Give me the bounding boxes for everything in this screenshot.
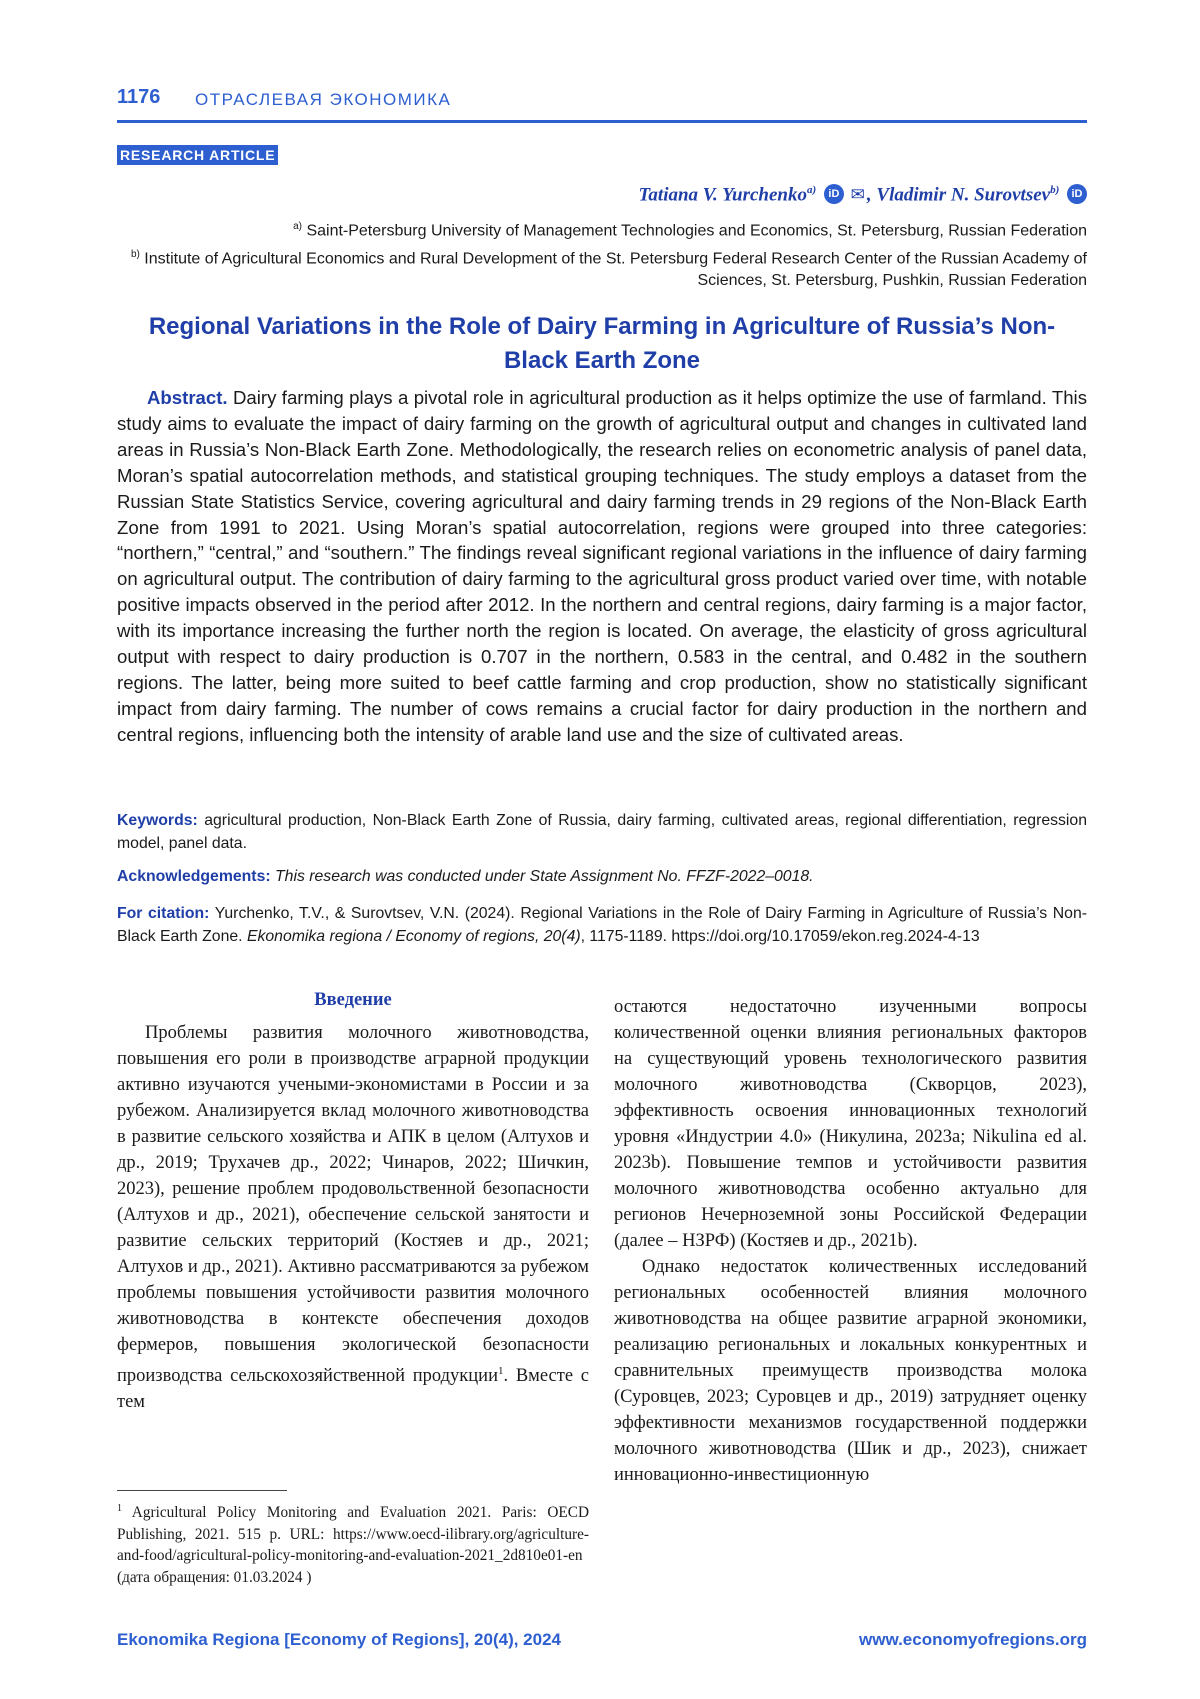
article-type-badge: RESEARCH ARTICLE <box>117 145 278 165</box>
citation-text: Yurchenko, T.V., & Surovtsev, V.N. (2024). Regional Variations in the Role of Dairy Farming in Agriculture of Russia’s Non-Black Earth Zone. <box>117 905 1087 945</box>
footnote-marker: 1 <box>117 1503 122 1514</box>
paragraph: Однако недостаток количественных исследований региональных особенностей влияния молочного животноводства на общее развитие аграрной экономики, реализацию региональных и локальных конкурентных и сравнительных преимуществ производства молока (Суровцев, 2023; Суровцев и др., 2019) затрудняет оценку эффективности механизмов государственной поддержки молочного животноводства (Шик и др., 2023), снижает инновационно-инвестиционную <box>614 1257 1087 1485</box>
acknowledgements <box>117 866 1087 889</box>
footnote-text: Agricultural Policy Monitoring and Evaluation 2021. Paris: OECD Publishing, 2021. 515 p. URL: https://www.oecd-ilibrary.org/agriculture-and-food/agricultural-policy-monitoring-and-evaluation-2021_2d810e01-en (дата обращения: 01.03.2024 ) <box>117 1504 589 1586</box>
acknowledgements-label: Acknowledgements: <box>117 868 271 885</box>
acknowledgements-text: This research was conducted under State Assignment No. FFZF-2022–0018. <box>275 868 814 885</box>
article-title: Regional Variations in the Role of Dairy Farming in Agriculture of Russia’s Non-Black Earth Zone <box>148 313 1056 374</box>
affiliation <box>117 216 1087 242</box>
page-number: 1176 <box>117 86 161 108</box>
footnote-divider <box>117 1490 287 1491</box>
affiliation-marker: b) <box>130 249 140 260</box>
orcid-icon[interactable]: iD <box>1067 184 1087 204</box>
paragraph: остаются недостаточно изученными вопросы количественной оценки влияния региональных факторов на существующий уровень технологического развития молочного животноводства (Скворцов, 2023), эффективность освоения инновационных технологий уровня «Индустрии 4.0» (Никулина, 2023a; Nikulina ed al. 2023b). Повышение темпов и устойчивости развития молочного животноводства особенно актуально для регионов Нечерноземной зоны Российской Федерации (далее – НЗРФ) (Костяев и др., 2021b). <box>614 997 1087 1251</box>
footnote <box>117 1498 589 1588</box>
citation-label: For citation: <box>117 905 210 922</box>
authors-line <box>639 184 1087 206</box>
affiliation-marker: a) <box>807 184 817 196</box>
footer-journal: Ekonomika Regiona [Economy of Regions], 20(4), 2024 <box>117 1630 561 1649</box>
keywords <box>117 810 1087 855</box>
affiliation-marker: a) <box>293 221 302 232</box>
footnote-marker[interactable]: 1 <box>497 1365 504 1377</box>
affiliation-text: Institute of Agricultural Economics and Rural Development of the St. Petersburg Federal Research Center of the Russian Academy of Sciences, St. Petersburg, Pushkin, Russian Federation <box>144 250 1087 290</box>
section-heading: Введение <box>314 990 392 1010</box>
affiliation-marker: b) <box>1050 184 1060 196</box>
paragraph-text: Проблемы развития молочного животноводства, повышения его роли в производстве аграрной продукции активно изучаются учеными-экономистами в России и за рубежом. Анализируется вклад молочного животноводства в развитие сельского хозяйства и АПК в целом (Алтухов и др., 2019; Трухачев др., 2022; Чинаров, 2022; Шичкин, 2023), решение проблем продовольственной безопасности (Алтухов и др., 2021), обеспечение сельской занятости и развитие сельских территорий (Костяев и др., 2021; Алтухов и др., 2021). Активно рассматриваются за рубежом проблемы повышения устойчивости развития молочного животноводства в контексте обеспечения доходов фермеров, повышения экологической безопасности производства сельскохозяйственной продукции <box>117 1023 589 1387</box>
affiliation-text: Saint-Petersburg University of Management Technologies and Economics, St. Petersburg, Russian Federation <box>306 222 1087 240</box>
mail-icon[interactable]: ✉ <box>850 185 865 205</box>
paragraph <box>117 1020 589 1415</box>
keywords-text: agricultural production, Non-Black Earth Zone of Russia, dairy farming, cultivated areas, regional differentiation, regression model, panel data. <box>117 812 1088 852</box>
citation <box>117 903 1087 948</box>
paragraph-text: . Вместе с тем <box>117 1366 589 1413</box>
author-name[interactable]: Tatiana V. Yurchenko <box>638 184 807 206</box>
orcid-icon[interactable]: iD <box>824 184 844 204</box>
abstract <box>117 385 1087 748</box>
footer-website[interactable]: www.economyofregions.org <box>859 1630 1087 1649</box>
left-column <box>117 1020 589 1415</box>
right-column <box>614 994 1087 1488</box>
abstract-text: Dairy farming plays a pivotal role in agricultural production as it helps optimize the use of farmland. This study aims to evaluate the impact of dairy farming on the growth of agricultural output and changes in cultivated land areas in Russia’s Non-Black Earth Zone. Methodologically, the research relies on econometric analysis of panel data, Moran’s spatial autocorrelation methods, and statistical grouping techniques. The study employs a dataset from the Russian State Statistics Service, covering agricultural and dairy farming trends in 29 regions of the Non-Black Earth Zone from 1991 to 2021. Using Moran’s spatial autocorrelation, regions were grouped into three categories: “northern,” “central,” and “southern.” The findings reveal significant regional variations in the influence of dairy farming on agricultural output. The contribution of dairy farming to the agricultural gross product varied over time, with notable positive impacts observed in the period after 2012. In the northern and central regions, dairy farming is a major factor, with its importance increasing the further north the region is located. On average, the elasticity of gross agricultural output with respect to dairy production is 0.707 in the northern, 0.583 in the central, and 0.482 in the southern regions. The latter, being more suited to beef cattle farming and crop production, show no statistically significant impact from dairy farming. The number of cows remains a crucial factor for dairy production in the northern and central regions, influencing both the intensity of arable land use and the size of cultivated areas. <box>117 387 1087 745</box>
affiliation <box>117 244 1087 292</box>
author-separator: , <box>866 184 877 206</box>
journal-section: ОТРАСЛЕВАЯ ЭКОНОМИКА <box>195 90 452 109</box>
abstract-label: Abstract. <box>147 387 228 408</box>
citation-doi[interactable]: , 1175-1189. https://doi.org/10.17059/ekon.reg.2024-4-13 <box>580 927 980 945</box>
citation-journal: Ekonomika regiona / Economy of regions, 20(4) <box>246 927 581 945</box>
keywords-label: Keywords: <box>117 812 198 829</box>
page-header <box>117 86 1087 123</box>
author-name[interactable]: Vladimir N. Surovtsev <box>876 184 1051 206</box>
